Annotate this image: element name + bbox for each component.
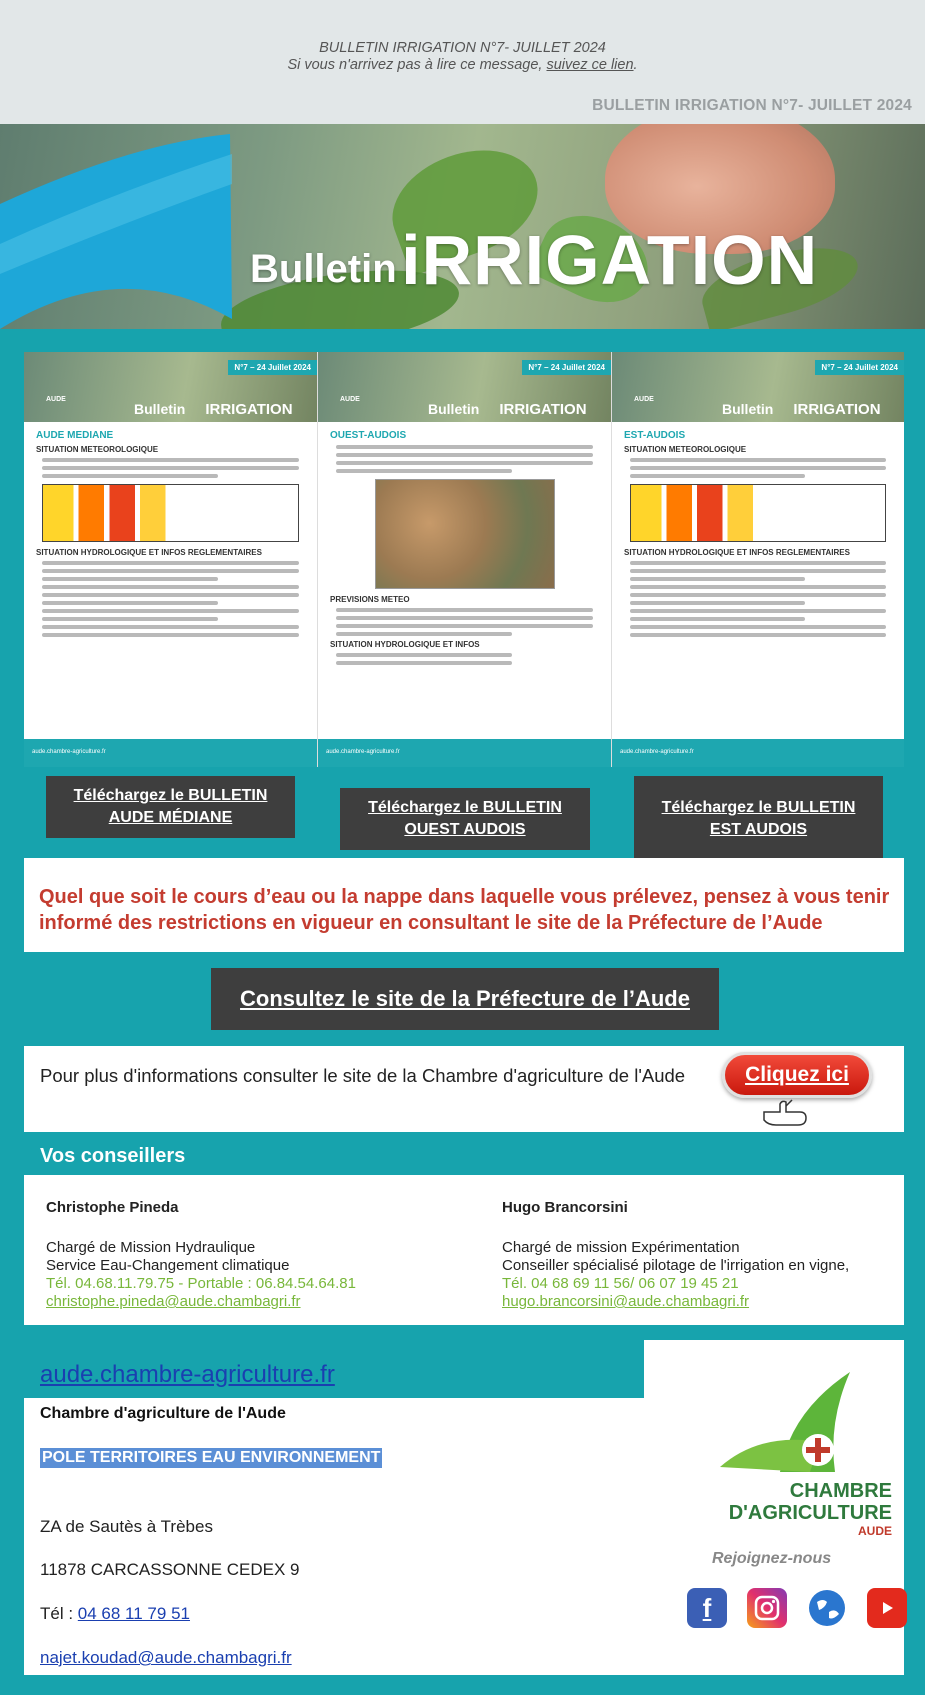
download-aude-mediane-button[interactable] — [46, 776, 295, 838]
contact-role: Chargé de Mission Hydraulique — [46, 1239, 256, 1256]
preview-text-line — [630, 633, 886, 637]
footer-box — [24, 1340, 904, 1675]
preview-section: SITUATION METEOROLOGIQUE — [624, 445, 747, 454]
preview-section: SITUATION HYDROLOGIQUE ET INFOS REGLEMENTAIRES — [624, 548, 850, 557]
preview-text-line — [42, 617, 218, 621]
preview-title-irrigation: IRRIGATION — [793, 401, 881, 418]
contacts-box — [24, 1175, 904, 1325]
website-globe-icon[interactable] — [807, 1588, 847, 1628]
logo-aude: AUDE — [857, 1524, 892, 1538]
preview-text-line — [42, 625, 299, 629]
phone-link[interactable]: 04 68 11 79 51 — [77, 1604, 190, 1623]
contact-phone: Tél. 04.68.11.79.75 - Portable : 06.84.54.64.81 — [46, 1275, 356, 1292]
preview-title-bulletin: Bulletin — [722, 401, 774, 417]
preview-text-line — [42, 601, 218, 605]
contact-email-link[interactable]: hugo.brancorsini@aude.chambagri.fr — [502, 1293, 750, 1310]
preview-section: PREVISIONS METEO — [330, 595, 410, 604]
preview-title — [134, 401, 293, 418]
cliquez-ici-button[interactable]: Cliquez ici — [722, 1052, 872, 1098]
preview-text-line — [630, 617, 805, 621]
preview-footer-text: aude.chambre-agriculture.fr — [326, 749, 400, 755]
contact-name: Hugo Brancorsini — [502, 1199, 628, 1216]
preview-text-line — [42, 577, 218, 581]
website-link[interactable]: aude.chambre-agriculture.fr — [40, 1361, 335, 1388]
preview-footer — [612, 739, 904, 767]
preview-map — [375, 479, 555, 589]
preview-footer — [318, 739, 611, 767]
preview-footer-text: aude.chambre-agriculture.fr — [32, 749, 106, 755]
preheader-title: BULLETIN IRRIGATION N°7- JUILLET 2024 — [319, 40, 606, 56]
preview-region: OUEST-AUDOIS — [330, 430, 407, 441]
preview-text-line — [630, 585, 886, 589]
info-text: Pour plus d'informations consulter le site de la Chambre d'agriculture de l'Aude — [40, 1065, 686, 1086]
download-button-label — [368, 797, 562, 841]
preview-text-line — [42, 474, 218, 478]
preview-text-line — [42, 569, 299, 573]
preview-aude: AUDE — [340, 396, 360, 403]
contact-role: Service Eau-Changement climatique — [46, 1257, 290, 1274]
conseillers-title: Vos conseillers — [40, 1145, 186, 1167]
download-button-line2: AUDE MÉDIANE — [108, 809, 233, 826]
facebook-icon[interactable]: f — [687, 1588, 727, 1628]
preview-text-line — [42, 466, 299, 470]
download-button-line1: Téléchargez le BULLETIN — [368, 799, 562, 816]
preheader-line: Si vous n'arrivez pas à lire ce message, suivez ce lien. — [287, 57, 638, 73]
preview-text-line — [630, 625, 886, 629]
preview-text-line — [630, 601, 805, 605]
logo-line: CHAMBRE — [789, 1480, 892, 1502]
preview-text-line — [336, 608, 593, 612]
preview-section: SITUATION HYDROLOGIQUE ET INFOS — [330, 640, 480, 649]
contact-name: Christophe Pineda — [46, 1199, 179, 1216]
logo-line: D'AGRICULTURE — [728, 1502, 892, 1524]
logo-wedge-icon — [0, 124, 240, 329]
hero-banner — [0, 124, 925, 329]
preview-region: AUDE MEDIANE — [36, 430, 114, 441]
preview-header — [612, 352, 904, 422]
preheader-text: Si vous n'arrivez pas à lire ce message, — [287, 57, 547, 73]
preview-text-line — [42, 561, 299, 565]
bulletin-preview-aude-mediane[interactable] — [24, 352, 318, 767]
preview-text-line — [336, 632, 512, 636]
preview-footer-text: aude.chambre-agriculture.fr — [620, 749, 694, 755]
rejoignez-nous: Rejoignez-nous — [712, 1550, 832, 1567]
info-box — [24, 1046, 904, 1132]
hero-title-bulletin: Bulletin — [250, 247, 397, 291]
preview-text-line — [336, 469, 512, 473]
email-link[interactable]: najet.koudad@aude.chambagri.fr — [40, 1648, 292, 1667]
hero-title-irrigation: iRRIGATION — [401, 221, 819, 299]
download-est-audois-button[interactable] — [634, 776, 883, 861]
preview-text-line — [336, 445, 593, 449]
preview-aude: AUDE — [46, 396, 66, 403]
preview-title-bulletin: Bulletin — [134, 401, 186, 417]
preview-section: SITUATION METEOROLOGIQUE — [36, 445, 159, 454]
youtube-icon[interactable] — [867, 1588, 907, 1628]
preview-text-line — [42, 458, 299, 462]
preview-title-irrigation: IRRIGATION — [499, 401, 587, 418]
preview-header — [24, 352, 317, 422]
contact-email-link[interactable]: christophe.pineda@aude.chambagri.fr — [46, 1293, 301, 1310]
preview-text-line — [630, 561, 886, 565]
preview-text-line — [630, 609, 886, 613]
bulletin-preview-ouest-audois[interactable] — [318, 352, 612, 767]
preview-tag: N°7 – 24 Juillet 2024 — [228, 360, 317, 375]
contact-phone: Tél. 04 68 69 11 56/ 06 07 19 45 21 — [502, 1275, 739, 1292]
bulletin-preview-est-audois[interactable] — [612, 352, 904, 767]
preview-text-line — [336, 461, 593, 465]
preview-text-line — [630, 593, 886, 597]
preview-text-line — [630, 466, 886, 470]
download-ouest-audois-button[interactable] — [340, 788, 590, 850]
preview-text-line — [336, 624, 593, 628]
top-header — [0, 0, 925, 124]
pointing-hand-icon — [760, 1098, 820, 1128]
preview-text-line — [336, 453, 593, 457]
bulletin-previews — [24, 352, 904, 767]
download-button-label — [662, 797, 856, 841]
instagram-icon[interactable] — [747, 1588, 787, 1628]
address-line: 11878 CARCASSONNE CEDEX 9 — [40, 1560, 300, 1579]
download-button-line2: OUEST AUDOIS — [404, 821, 526, 838]
preview-header — [318, 352, 611, 422]
email-line — [40, 1648, 292, 1668]
preview-tag: N°7 – 24 Juillet 2024 — [815, 360, 904, 375]
hero-title — [250, 220, 818, 300]
preview-title-bulletin: Bulletin — [428, 401, 480, 417]
preview-text-line — [630, 474, 805, 478]
preview-footer — [24, 739, 317, 767]
preview-text-line — [630, 569, 886, 573]
preview-text-line — [630, 458, 886, 462]
warning-box — [24, 858, 904, 952]
preview-region: EST-AUDOIS — [624, 430, 686, 441]
preview-text-line — [336, 653, 512, 657]
preview-title — [428, 401, 587, 418]
org-name: Chambre d'agriculture de l'Aude — [40, 1405, 286, 1422]
preview-text-line — [42, 593, 299, 597]
contact-card — [502, 1199, 849, 1311]
social-links — [664, 1588, 904, 1632]
preview-aude: AUDE — [634, 396, 654, 403]
preview-tag: N°7 – 24 Juillet 2024 — [522, 360, 611, 375]
phone-label: Tél : — [40, 1604, 78, 1623]
preview-text-line — [42, 609, 299, 613]
download-button-label — [74, 785, 268, 829]
download-button-line2: EST AUDOIS — [709, 820, 808, 838]
logo-text — [692, 1480, 892, 1538]
preheader — [0, 40, 925, 74]
preview-text-line — [42, 585, 299, 589]
preview-text-line — [336, 616, 593, 620]
preview-text-line — [42, 633, 299, 637]
warning-text: Quel que soit le cours d’eau ou la nappe dans laquelle vous prélevez, pensez à vous tenir informé des restrictions en vigueur en consultant le site de la Préfecture de l’Aude — [39, 886, 890, 934]
preview-text-line — [630, 577, 805, 581]
preview-title — [722, 401, 881, 418]
preview-weather-table — [42, 484, 299, 542]
preview-title-irrigation: IRRIGATION — [205, 401, 293, 418]
pole-label: POLE TERRITOIRES EAU ENVIRONNEMENT — [42, 1449, 381, 1466]
preview-text-line — [336, 661, 512, 665]
address-line: ZA de Sautès à Trèbes — [40, 1517, 213, 1536]
prefecture-site-button[interactable]: Consultez le site de la Préfecture de l’Aude — [211, 968, 719, 1030]
preview-section: SITUATION HYDROLOGIQUE ET INFOS REGLEMENTAIRES — [36, 548, 262, 557]
view-online-link[interactable]: suivez ce lien — [546, 57, 634, 73]
contact-card — [46, 1199, 356, 1311]
contact-role: Chargé de mission Expérimentation — [502, 1239, 740, 1256]
download-button-line1: Téléchargez le BULLETIN — [73, 787, 268, 804]
header-title: BULLETIN IRRIGATION N°7- JUILLET 2024 — [592, 97, 912, 114]
download-button-line1: Téléchargez le BULLETIN — [661, 798, 856, 816]
phone-line — [40, 1604, 190, 1624]
preview-weather-table — [630, 484, 886, 542]
contact-role: Conseiller spécialisé pilotage de l'irrigation en vigne, — [502, 1257, 850, 1274]
